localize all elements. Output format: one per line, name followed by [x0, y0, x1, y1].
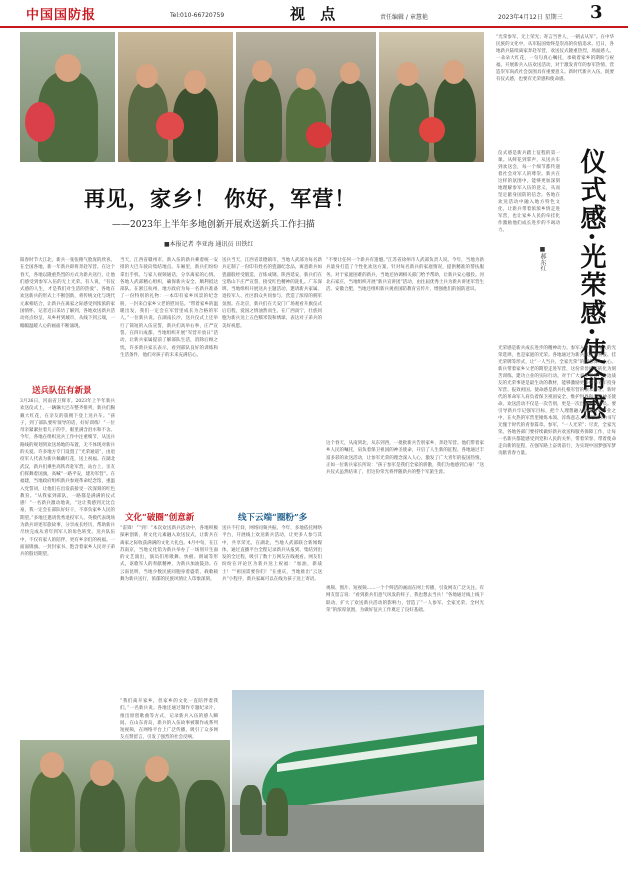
column-4-text-bottom: 视频、图片、短视频……一个个鲜活的画面在网上传播，引发网友广泛关注。有网友留言说：“看到新兵们意气风发的样子，我也想去当兵！”各地通过线上线下联动，扩大了欢送新兵活动的影响力，营造了“一人参军、全家光荣、全村光荣”的浓厚氛围，为做好征兵工作奠定了良好基础。	[326, 586, 484, 613]
column-4-text-top: “不要让任何一个新兵有遗憾。”江苏省徐州市人武部负责人说。今年，当地为新兵量身打造了个性化欢送方案，针对每名新兵的家庭情况，提供精准的帮扶服务。对于家庭困难的新兵，当地还协调相关部门给予帮助，让新兵安心服役。河北石家庄，当地组织开展“新兵宣讲团”活动，由往届优秀士兵为新兵讲述军营生活。安徽合肥，当地还组织新兵观看国防教育宣传片，增强他们的国防意识。	[326, 258, 484, 293]
masthead-tel: Tel:010-66720759	[170, 12, 225, 19]
commentary-body-bottom: 光荣感是新兵成长进步的精神动力。参军入伍是青年人的光荣选择，也是家庭的光荣。各地通过为新兵家庭送喜报、挂光荣牌等形式，让“一人当兵、全家光荣”的理念深入人心。新兵带着家乡父老的期望走进军营，这份荣誉感将转化为刻苦训练、建功立业的实际行动。对于广大青年来说，身边战友的光荣事迹是最生动的教材，能够激励更多优秀青年投身军营、报效祖国。使命感是新兵扎根军营的根本所在。新时代的革命军人肩负着保卫祖国安全、维护世界和平的神圣使命。欢送活动不仅是一次告别，更是一次出征前的动员。要引导新兵牢记强军目标，把个人理想融入强国强军伟业之中，在火热的军营里锤炼本领、淬炼意志，以实际行动书写无愧于时代的青春篇章。参军，“一人光荣”；尽责，全家光荣。各地各部门要持续做好新兵欢送和服务保障工作，让每一名新兵都能感受到党和人民的关怀，带着荣誉、带着使命走向新的征程，在强军路上奋勇前行，为实现中国梦强军梦贡献青春力量。	[498, 346, 616, 456]
section-heading-1: 送兵队伍有新景	[32, 386, 92, 396]
column-3-text-top: 送兵当天，江西省景德镇市，当地人武部为每名新兵定制了一份印有姓名的瓷器纪念品，寓意新兵如瓷器般经受锻造，百炼成钢。陕西延安，新兵们在宝塔山下庄严宣誓，接受红色精神的洗礼。广东深圳，当地组织开展送兵主题活动，邀请新兵家属、退役军人、社区群众共同参与，营造了浓厚的拥军氛围。在北京，新兵们在天安门广场观看升旗仪式后启程，爱国之情油然而生。在广西南宁，壮族同胞为新兵送上五色糯米饭和绣球，表达对子弟兵的美好祝愿。	[222, 258, 322, 329]
section-3-text: 送兵不打烊，网络同频共振。今年，多地依托网络平台，开展线上欢送新兵活动，让更多人参与其中，共享荣光。在湖北，当地人武部联合新闻媒体，通过直播平台全程记录新兵从报到、集结到出发的全过程，吸引了数十万网友在线观看。网友们纷纷在评论区为新兵送上祝福：“加油，新战士！”“祖国需要你们！”在重庆，当地推出“云送兵”小程序，新兵家属可以在线为孩子送上寄语。	[222, 526, 322, 583]
main-subtitle: ——2023年上半年多地创新开展欢送新兵工作扫描	[112, 220, 315, 230]
commentary-body-top: 仪式感是新兵踏上征程的第一课。从鲜花到掌声，从送兵车到欢送会，每一个细节都传递着社会对军人的尊崇。新兵在这样的氛围中，能够更加深刻地理解参军入伍的意义，从而坚定献身国防的信念。各地在欢送活动中融入地方特色文化，让新兵带着浓浓乡情走进军营，也让家乡人民的牵挂化作激励他们成长进步的不竭动力。	[498, 151, 560, 233]
photo-family-farewell	[118, 32, 233, 162]
photo-train-departure	[232, 690, 484, 852]
section-title: 视 点	[290, 5, 341, 23]
main-byline: ■本报记者 李亚海 通讯员 田铁红	[164, 241, 254, 248]
masthead	[0, 0, 628, 28]
masthead-editor: 责任编辑 / 章慧艳	[380, 14, 428, 21]
commentary-intro-text: “光荣参军，无上荣光；寄言当世人，一朝去从军”。在中华民族的文化中，从军报国始终是崇高的价值追求。近日，各地新兵陆续离家奔赴军营，欢送仪式隆重热烈，场面感人。一朵朵大红花，一句句真心嘱托，承载着家乡的期盼与祝福。开展新兵入伍欢送活动，对于激发青年的参军热情、营造崇军尚武社会氛围具有重要意义。新时代新兵入伍，既要有仪式感，也要有光荣感和使命感。	[496, 35, 614, 82]
section-1-text: 3月26日，河南省卫辉市。2023年上半年新兵欢送仪式上，一辆辆大巴车整齐排列，新兵们胸戴大红花，在亲友的簇拥下登上送兵车。“孩子，到了部队要听领导的话，好好训练！”一位母亲紧紧拉着儿子的手，眼里满含泪水和不舍。今年，各地在组织送兵工作中注重细节，从送兵路线的规划到欢送场地的布置，无不体现对新兵的关爱。许多地方专门设置了“光荣通道”，由退役军人代表为新兵佩戴红花，送上祝福。在湖北武汉，新兵们乘坐高铁奔赴军营，站台上，亲友们挥舞着国旗，高喊“一路平安，建功军营”。在福建，当地政府组织新兵参观革命纪念馆，重温入党誓词，让他们在出发前接受一次深刻的红色教育。“从我家到部队，一路都是满满的仪式感！”一名新兵激动地说，“这让我感到无比自豪，我一定会在部队好好干，不辜负家乡人民的期望。”多地还邀请优秀退役军人、英模代表现场为新兵讲述军旅故事，分享成长经历，帮助新兵尽快完成从青年到军人的角色转变。送兵队伍中，不仅有家人的陪伴，更有乡亲们的祝福。一面面锦旗、一封封家书，饱含着家乡人民对子弟兵的殷切期望。	[20, 399, 115, 558]
page-number: 3	[590, 2, 603, 23]
photo-soldier-with-flowers	[20, 32, 115, 162]
newspaper-logo: 中国国防报	[26, 8, 97, 23]
commentary-author: ■郝东红	[539, 246, 546, 271]
column-2-text-bottom: “我们离开家乡，但家乡的文化一直陪伴着我们。”一名新兵说。各地还通过制作专题纪录片、推出原创歌曲等方式，记录新兵入伍的感人瞬间。在山东青岛，新兵的入伍故事被制作成系列短视频，在网络平台上广泛传播，吸引了众多网友点赞留言，引发了强烈的社会反响。	[120, 699, 218, 741]
article-intro-text: 阳春时节大江北，新兵一张张稚气脸庞的欣喜。在全国各地，新一年新兵即将奔赴军营。在这个春天，各地以隆重热烈的方式为新兵送行，让他们感受到参军入伍的无上光荣。有人说，“有仪式感的人生，才是我们对生活的热爱”。各地在欢送新兵的形式上不断创新，将传统文化与现代元素相结合，让新兵在离家之际感受到浓浓的家国情怀。记者近日采访了解到，各地欢送新兵活动亮点纷呈，从乡村到城市，从线下到云端，一幅幅温暖人心的画面不断涌现。	[20, 258, 115, 329]
photo-recruits-gathering	[236, 32, 376, 162]
column-4-text-mid: 这个春天，从南到北，从东到西，一批批新兵告别家乡，奔赴军营。他们带着家乡人民的嘱托，肩负着保卫祖国的神圣使命，开启了人生新的征程。各地通过丰富多彩的欢送活动，让参军光荣的理念深入人心，激发了广大青年的报国热情。正如一位新兵家长所说：“孩子参军是我们全家的骄傲，我们为他感到自豪！”送兵仪式虽然结束了，但这份荣光将伴随新兵的整个军旅生涯。	[326, 441, 484, 476]
section-2-text: “雷锋！”“到！”本次欢送新兵活动中，各地积极探索创新，将文化元素融入欢送仪式，让新兵在离家之际收获满满的文化大礼包。4月中旬，在江苏南京，当地文化馆为新兵举办了一场别开生面的文艺演出，演员们用歌舞、快板、朗诵等形式，讴歌军人的奉献精神，为新兵加油鼓劲。在云南昆明，当地少数民族同胞身着盛装，载歌载舞为新兵送行，浓郁的民族风情让人印象深刻。	[120, 526, 218, 583]
masthead-date: 2023年4月12日 星期三	[498, 14, 563, 21]
column-2-text-top: 当天，江西省赣州市，新入伍的新兵乘着统一安排的大巴车驶向集结地点。车厢里，新兵们纷纷拿出手机，与家人视频通话，分享离家的心情。各地人武部精心组织，确保新兵安全、顺利抵达部队。在浙江杭州，地方政府为每一名新兵准备了一份特别的礼物：一本印有家乡风景的纪念册，一封来自家乡父老的慰问信。“带着家乡的温暖出发，我们一定会在军营里成长为合格的军人。”一位新兵说。在湖南长沙，送兵仪式上还举行了简短的入伍宣誓，新兵们高举右拳，庄严宣誓。在四川成都，当地组织开展“军营开放日”活动，让新兵家属提前了解部队生活，消除后顾之忧。许多新兵家长表示，看到部队良好的训练和生活条件，他们对孩子的未来充满信心。	[120, 258, 218, 358]
photo-soldiers-flowers	[379, 32, 484, 162]
section-heading-2: 文化“破圈”创意新	[125, 513, 195, 523]
main-headline: 再见，家乡！ 你好，军营！	[84, 186, 357, 211]
section-heading-3: 线下云端“圈粉”多	[238, 513, 308, 523]
commentary-title: 仪式感·光荣感·使命感	[576, 148, 606, 423]
photo-soldiers-bottom	[20, 740, 230, 852]
